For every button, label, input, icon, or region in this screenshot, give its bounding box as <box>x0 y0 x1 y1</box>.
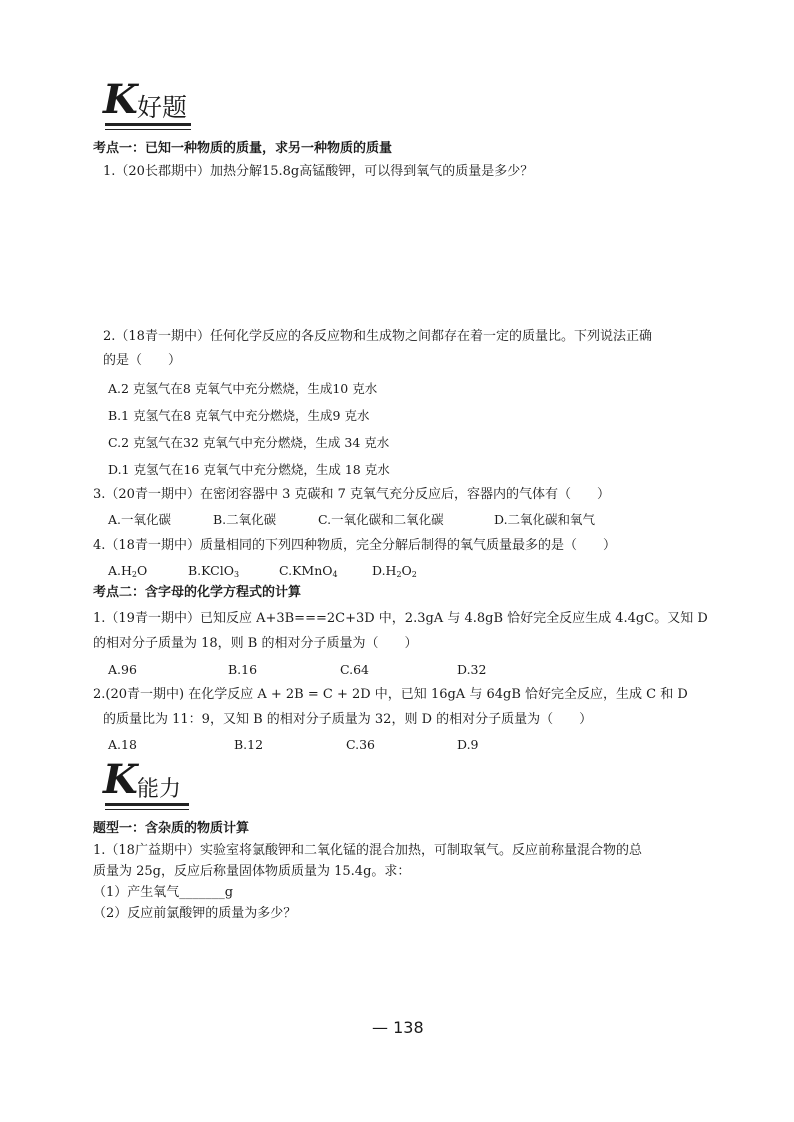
k1-q4-option-c: C.KMnO$_4$ <box>279 563 338 579</box>
k1-q1-text: 1.（20长郡期中）加热分解15.8g高锰酸钾，可以得到氧气的质量是多少？ <box>103 164 534 179</box>
k2-q1-option-c: C.64 <box>340 662 369 677</box>
k1-q4-option-b: B.KClO$_3$ <box>188 563 240 579</box>
k1-q2-option-b: B.1 克氢气在8 克氧气中充分燃烧，生成9 克水 <box>108 408 370 423</box>
t1-sub-question-1: （1）产生氧气_______g <box>93 885 234 900</box>
k1-q4-option-a: $A.H_2O$ <box>108 563 148 579</box>
k1-q2-line1: 2.（18青一期中）任何化学反应的各反应物和生成物之间都存在着一定的质量比。下列说法正确 <box>103 329 652 344</box>
section-title-haoti: 好题 <box>137 93 188 122</box>
k1-q3-option-c: C.一氧化碳和二氧化碳 <box>318 512 444 527</box>
k2-q1-option-b: B.16 <box>228 662 258 677</box>
k2-q1-line2: 的相对分子质量为 18，则 B 的相对分子质量为（ ） <box>93 636 418 651</box>
k2-q2-option-a: A.18 <box>108 737 137 752</box>
k2-q2-line1: 2.(20青一期中) 在化学反应 A + 2B = C + 2D 中，已知 16gA 与 64gB 恰好完全反应，生成 C 和 D <box>93 687 688 702</box>
k1-q3-option-d: D.二氧化碳和氧气 <box>494 512 596 527</box>
k2-q1-option-d: D.32 <box>457 662 487 677</box>
banner-rule-thin <box>105 809 189 810</box>
banner-rule-thin <box>105 129 191 130</box>
section-banner-nengli <box>103 756 189 806</box>
k2-q2-line2: 的质量比为 11：9，又知 B 的相对分子质量为 32，则 D 的相对分子质量为（ ） <box>103 712 593 727</box>
k-logo-letter: K <box>103 76 137 123</box>
k1-q4-text: 4.（18青一期中）质量相同的下列四种物质，完全分解后制得的氧气质量最多的是（ ） <box>93 538 616 553</box>
k1-q3-option-b: B.二氧化碳 <box>213 512 277 527</box>
tixing1-heading: 题型一：含杂质的物质计算 <box>93 821 250 836</box>
k1-q2-option-d: D.1 克氢气在16 克氧气中充分燃烧，生成 18 克水 <box>108 462 390 477</box>
section-banner-haoti <box>103 76 191 126</box>
k1-q4-option-d: $D.H_2O_2$ <box>372 563 417 579</box>
k1-q3-option-a: A.一氧化碳 <box>108 512 172 527</box>
k1-q3-text: 3.（20青一期中）在密闭容器中 3 克碳和 7 克氧气充分反应后，容器内的气体有（ ） <box>93 487 611 502</box>
k1-q2-option-a: A.2 克氢气在8 克氧气中充分燃烧，生成10 克水 <box>108 381 378 396</box>
k2-q2-option-b: B.12 <box>234 737 264 752</box>
k2-q2-option-c: C.36 <box>346 737 375 752</box>
k1-q2-line2: 的是（ ） <box>103 353 182 368</box>
banner-rule <box>105 123 191 126</box>
k1-q2-option-c: C.2 克氢气在32 克氧气中充分燃烧，生成 34 克水 <box>108 435 390 450</box>
banner-rule <box>105 803 189 806</box>
t1-sub-question-2: （2）反应前氯酸钾的质量为多少？ <box>93 906 297 921</box>
k2-q1-line1: 1.（19青一期中）已知反应 A+3B===2C+3D 中，2.3gA 与 4.8gB 恰好完全反应生成 4.4gC。又知 D <box>93 611 708 626</box>
k-logo-letter: K <box>103 756 137 803</box>
page-number: — 138 <box>372 1018 424 1037</box>
t1-q1-line2: 质量为 25g，反应后称量固体物质质量为 15.4g。求： <box>93 864 411 879</box>
k2-q1-option-a: A.96 <box>108 662 137 677</box>
kaodian1-heading: 考点一：已知一种物质的质量，求另一种物质的质量 <box>93 141 393 156</box>
t1-q1-line1: 1.（18广益期中）实验室将氯酸钾和二氧化锰的混合加热，可制取氧气。反应前称量混合物的总 <box>93 843 642 858</box>
section-title-nengli: 能力 <box>137 777 182 802</box>
k2-q2-option-d: D.9 <box>457 737 479 752</box>
kaodian2-heading: 考点二：含字母的化学方程式的计算 <box>93 585 302 600</box>
